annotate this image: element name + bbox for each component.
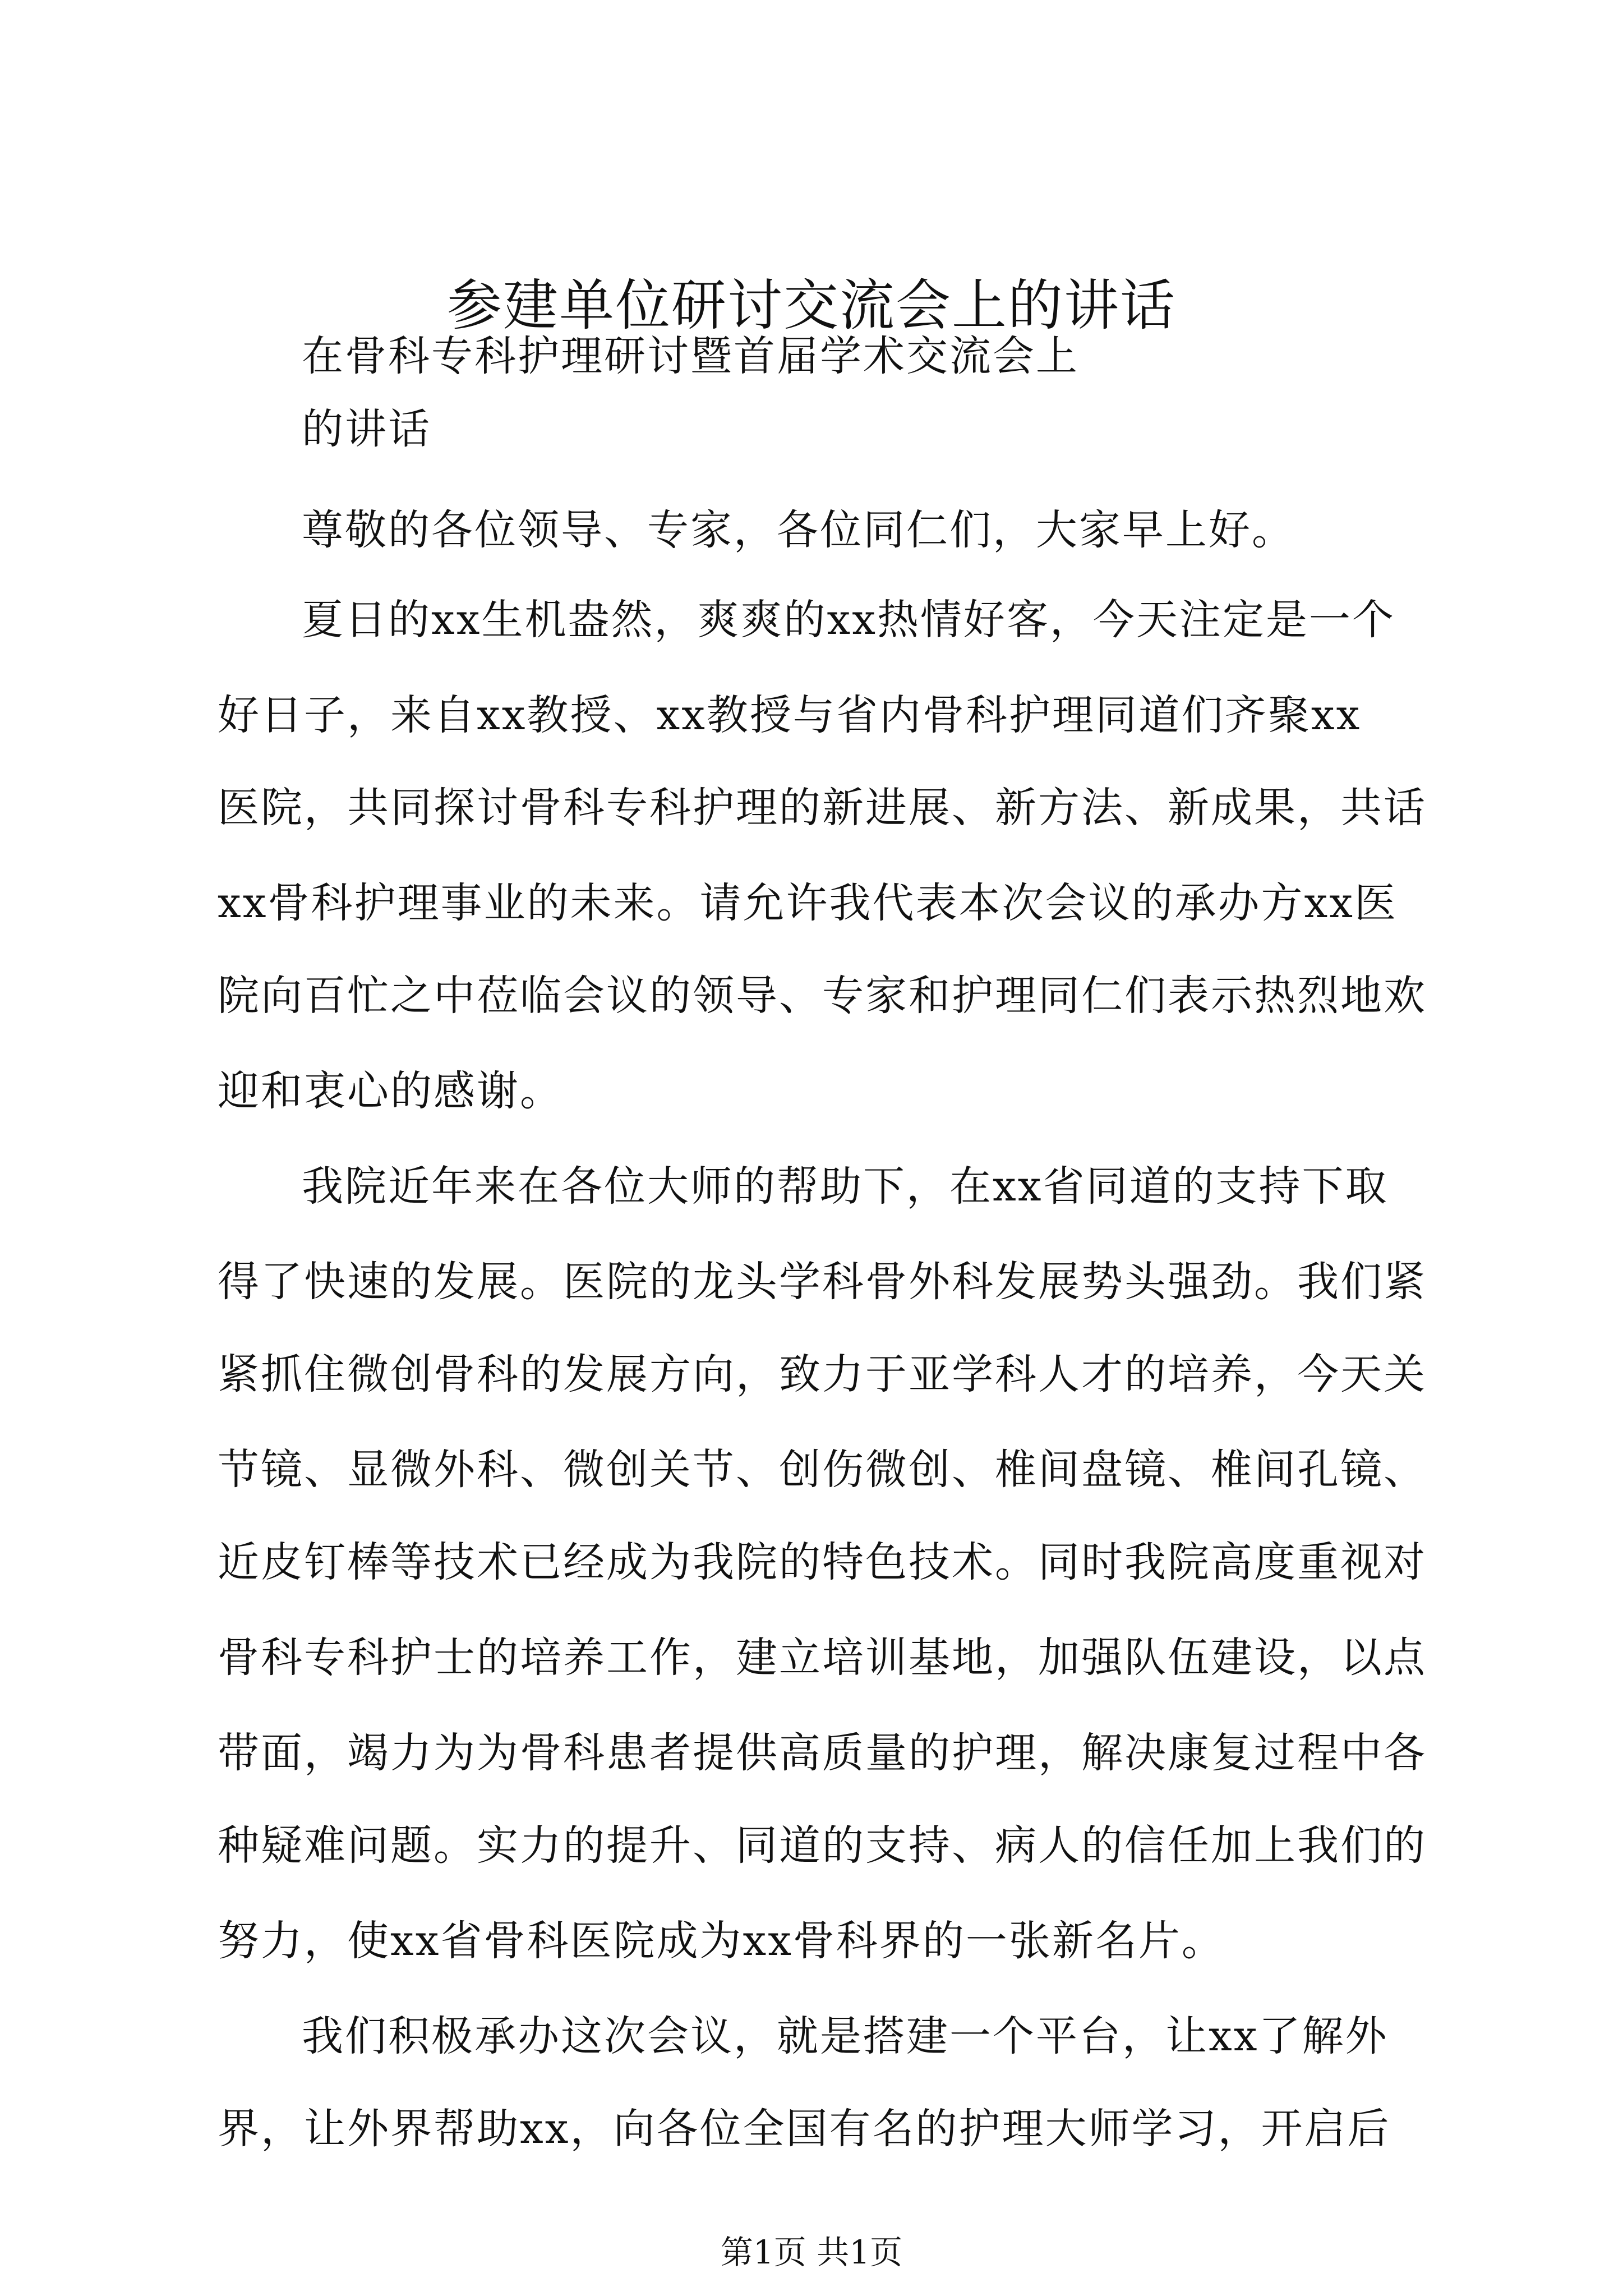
text-line: 的讲话 xyxy=(302,405,431,453)
text-line: 我们积极承办这次会议，就是搭建一个平台，让xx了解外 xyxy=(302,2012,1389,2060)
text-line: 近皮钉棒等技术已经成为我院的特色技术。同时我院高度重视对 xyxy=(218,1538,1427,1586)
text-line: 医院，共同探讨骨科专科护理的新进展、新方法、新成果，共话 xyxy=(218,784,1427,832)
text-line: 努力，使xx省骨科医院成为xx骨科界的一张新名片。 xyxy=(218,1917,1225,1965)
text-line: 得了快速的发展。医院的龙头学科骨外科发展势头强劲。我们紧 xyxy=(218,1258,1427,1306)
text-line: 种疑难问题。实力的提升、同道的支持、病人的信任加上我们的 xyxy=(218,1821,1427,1870)
text-line: xx骨科护理事业的未来。请允许我代表本次会议的承办方xx医 xyxy=(218,879,1398,927)
page-footer: 第1页 共1页 xyxy=(720,2233,903,2271)
text-line: 骨科专科护士的培养工作，建立培训基地，加强队伍建设，以点 xyxy=(218,1634,1427,1682)
text-line: 在骨科专科护理研讨暨首届学术交流会上 xyxy=(302,332,1079,380)
text-line: 我院近年来在各位大师的帮助下，在xx省同道的支持下取 xyxy=(302,1162,1389,1211)
text-line: 迎和衷心的感谢。 xyxy=(218,1067,563,1115)
text-line: 院向百忙之中莅临会议的领导、专家和护理同仁们表示热烈地欢 xyxy=(218,972,1427,1020)
document-title: 参建单位研讨交流会上的讲话 xyxy=(446,274,1176,338)
text-line: 尊敬的各位领导、专家，各位同仁们，大家早上好。 xyxy=(302,506,1295,554)
text-line: 界，让外界帮助xx，向各位全国有名的护理大师学习，开启后 xyxy=(218,2105,1391,2153)
text-line: 紧抓住微创骨科的发展方向，致力于亚学科人才的培养，今天关 xyxy=(218,1350,1427,1398)
text-line: 节镜、显微外科、微创关节、创伤微创、椎间盘镜、椎间孔镜、 xyxy=(218,1446,1427,1494)
text-line: 带面，竭力为为骨科患者提供高质量的护理，解决康复过程中各 xyxy=(218,1729,1427,1777)
text-line: 夏日的xx生机盎然，爽爽的xx热情好客，今天注定是一个 xyxy=(302,596,1395,644)
text-line: 好日子，来自xx教授、xx教授与省内骨科护理同道们齐聚xx xyxy=(218,691,1362,739)
